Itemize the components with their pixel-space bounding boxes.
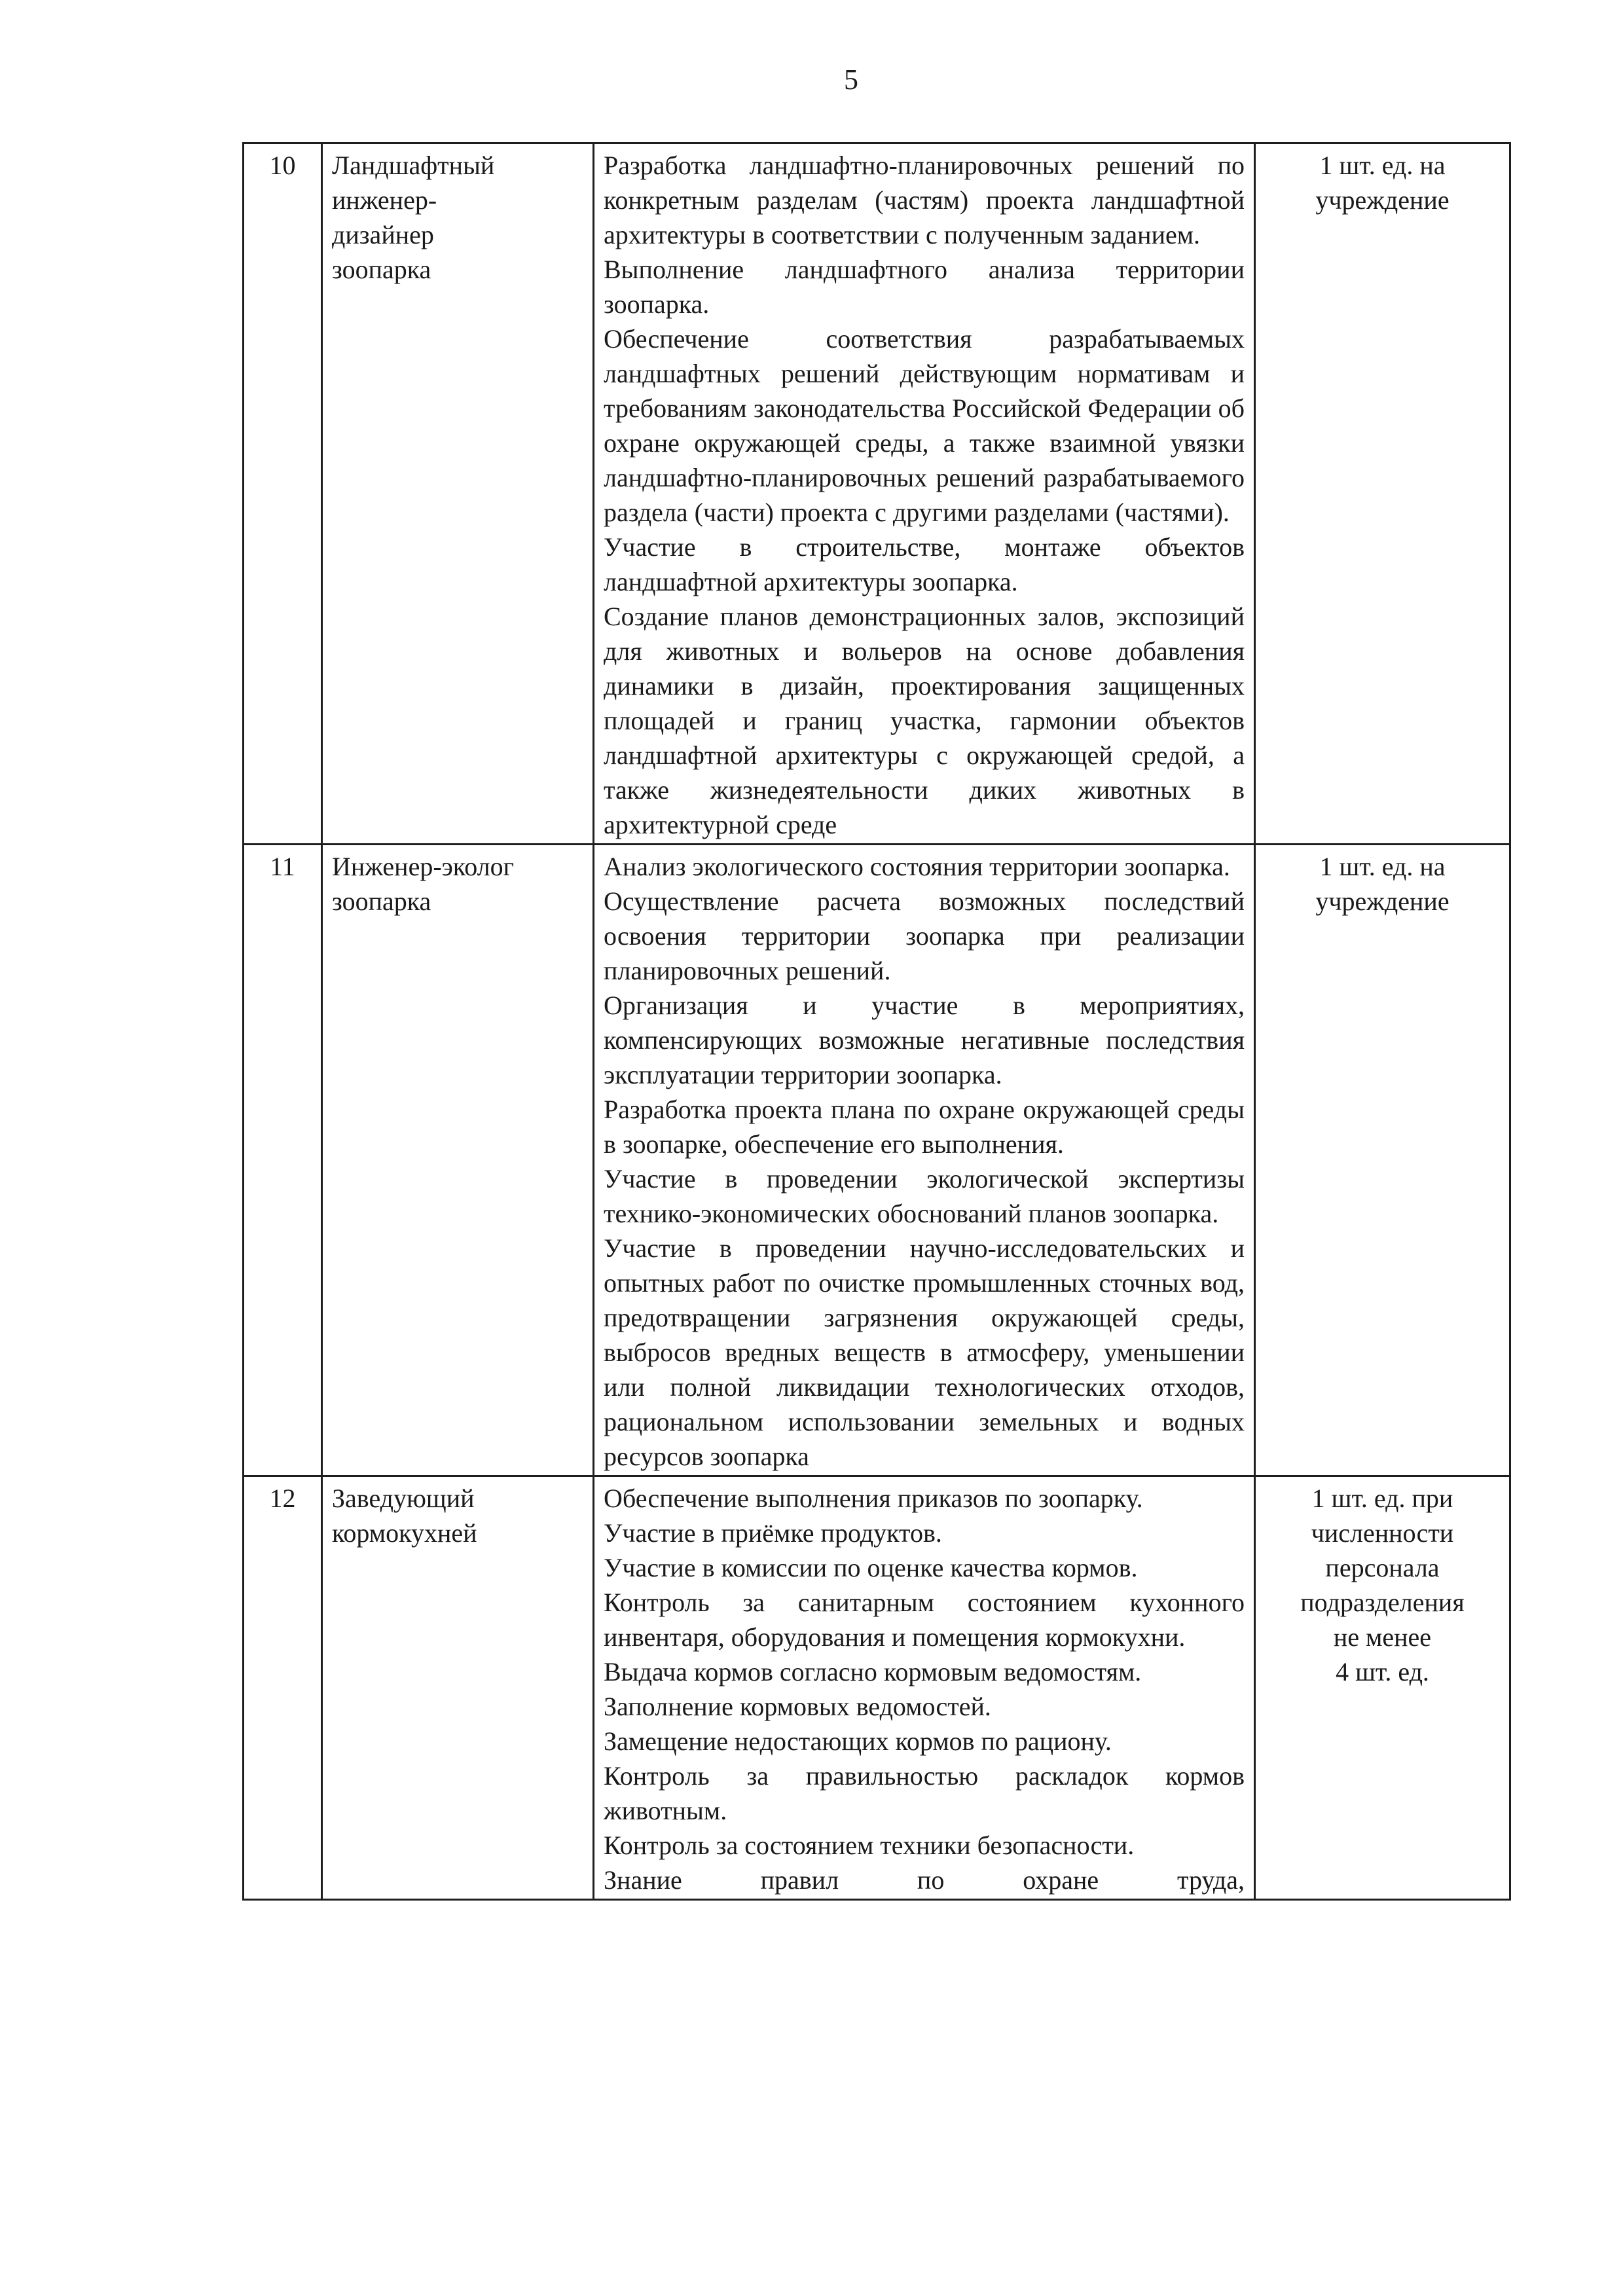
- position-line: кормокухней: [332, 1518, 477, 1548]
- position-line: Ландшафтный: [332, 151, 495, 180]
- quantity-line: учреждение: [1315, 886, 1450, 916]
- duty-item: Участие в проведении экологической экспертизы технико-экономических обоснований планов зоопарка.: [604, 1164, 1245, 1228]
- quantity-line: персонала: [1325, 1553, 1440, 1582]
- duty-item: Участие в строительстве, монтаже объектов ландшафтной архитектуры зоопарка.: [604, 532, 1245, 596]
- duty-item: Участие в комиссии по оценке качества кормов.: [604, 1553, 1138, 1582]
- position-line: дизайнер: [332, 220, 434, 249]
- duty-item: Выполнение ландшафтного анализа территории зоопарка.: [604, 255, 1245, 319]
- duty-item: Разработка ландшафтно-планировочных решений по конкретным разделам (частям) проекта ландшафтной архитектуры в соответствии с полученным заданием.: [604, 151, 1245, 249]
- quantity-line: 1 шт. ед. на: [1319, 151, 1446, 180]
- duties-cell: [594, 845, 1255, 1476]
- position-title: [322, 1476, 594, 1900]
- row-number: 12: [244, 1476, 322, 1900]
- row-number: 11: [244, 845, 322, 1476]
- table-row: [244, 845, 1510, 1476]
- page-number: 5: [844, 64, 858, 96]
- duty-item: Контроль за правильностью раскладок кормов животным.: [604, 1761, 1245, 1825]
- table-row: [244, 143, 1510, 845]
- position-line: Заведующий: [332, 1484, 475, 1513]
- duty-item: Замещение недостающих кормов по рациону.: [604, 1726, 1112, 1756]
- duty-item: Обеспечение выполнения приказов по зоопарку.: [604, 1484, 1143, 1513]
- duty-item: Обеспечение соответствия разрабатываемых ландшафтных решений действующим нормативам и требованиям законодательства Российской Федерации об охране окружающей среды, а также взаимной увязки ландшафтно-планировочных решений разрабатываемого раздела (части) проекта с другими разделами (частями).: [604, 324, 1245, 527]
- duty-item: Организация и участие в мероприятиях, компенсирующих возможные негативные последствия эксплуатации территории зоопарка.: [604, 991, 1245, 1089]
- quantity-line: 1 шт. ед. при: [1311, 1484, 1453, 1513]
- duty-item: Участие в приёмке продуктов.: [604, 1518, 942, 1548]
- duty-item: Разработка проекта плана по охране окружающей среды в зоопарке, обеспечение его выполнения.: [604, 1095, 1245, 1159]
- staff-table: [242, 142, 1511, 1901]
- position-line: Инженер-эколог: [332, 852, 515, 881]
- quantity-line: 1 шт. ед. на: [1319, 852, 1446, 881]
- duty-item: Выдача кормов согласно кормовым ведомостям.: [604, 1657, 1142, 1686]
- quantity-line: подразделения: [1300, 1588, 1465, 1617]
- duty-item: Контроль за состоянием техники безопасности.: [604, 1831, 1135, 1860]
- quantity-line: 4 шт. ед.: [1336, 1657, 1429, 1686]
- duty-item: Участие в проведении научно-исследовательских и опытных работ по очистке промышленных сточных вод, предотвращении загрязнения окружающей среды, выбросов вредных веществ в атмосферу, уменьшении или полной ликвидации технологических отходов, рациональном использовании земельных и водных ресурсов зоопарка: [604, 1233, 1245, 1471]
- position-title: [322, 845, 594, 1476]
- quantity-cell: [1255, 1476, 1510, 1900]
- duties-cell: [594, 1476, 1255, 1900]
- quantity-line: не менее: [1333, 1622, 1432, 1652]
- duty-item: Знание правил по охране труда,: [604, 1865, 1245, 1895]
- position-line: зоопарка: [332, 255, 431, 284]
- quantity-line: учреждение: [1315, 185, 1450, 215]
- position-line: зоопарка: [332, 886, 431, 916]
- duty-item: Контроль за санитарным состоянием кухонного инвентаря, оборудования и помещения кормокухни.: [604, 1588, 1245, 1652]
- duty-item: Создание планов демонстрационных залов, экспозиций для животных и вольеров на основе добавления динамики в дизайн, проектирования защищенных площадей и границ участка, гармонии объектов ландшафтной архитектуры с окружающей средой, а также жизнедеятельности диких животных в архитектурной среде: [604, 602, 1245, 839]
- row-number: 10: [244, 143, 322, 845]
- quantity-line: численности: [1311, 1518, 1454, 1548]
- duty-item: Осуществление расчета возможных последствий освоения территории зоопарка при реализации планировочных решений.: [604, 886, 1245, 985]
- position-line: инженер-: [332, 185, 437, 215]
- quantity-cell: [1255, 845, 1510, 1476]
- quantity-cell: [1255, 143, 1510, 845]
- duty-item: Анализ экологического состояния территории зоопарка.: [604, 852, 1230, 881]
- position-title: [322, 143, 594, 845]
- duty-item: Заполнение кормовых ведомостей.: [604, 1692, 991, 1721]
- duties-cell: [594, 143, 1255, 845]
- table-row: [244, 1476, 1510, 1900]
